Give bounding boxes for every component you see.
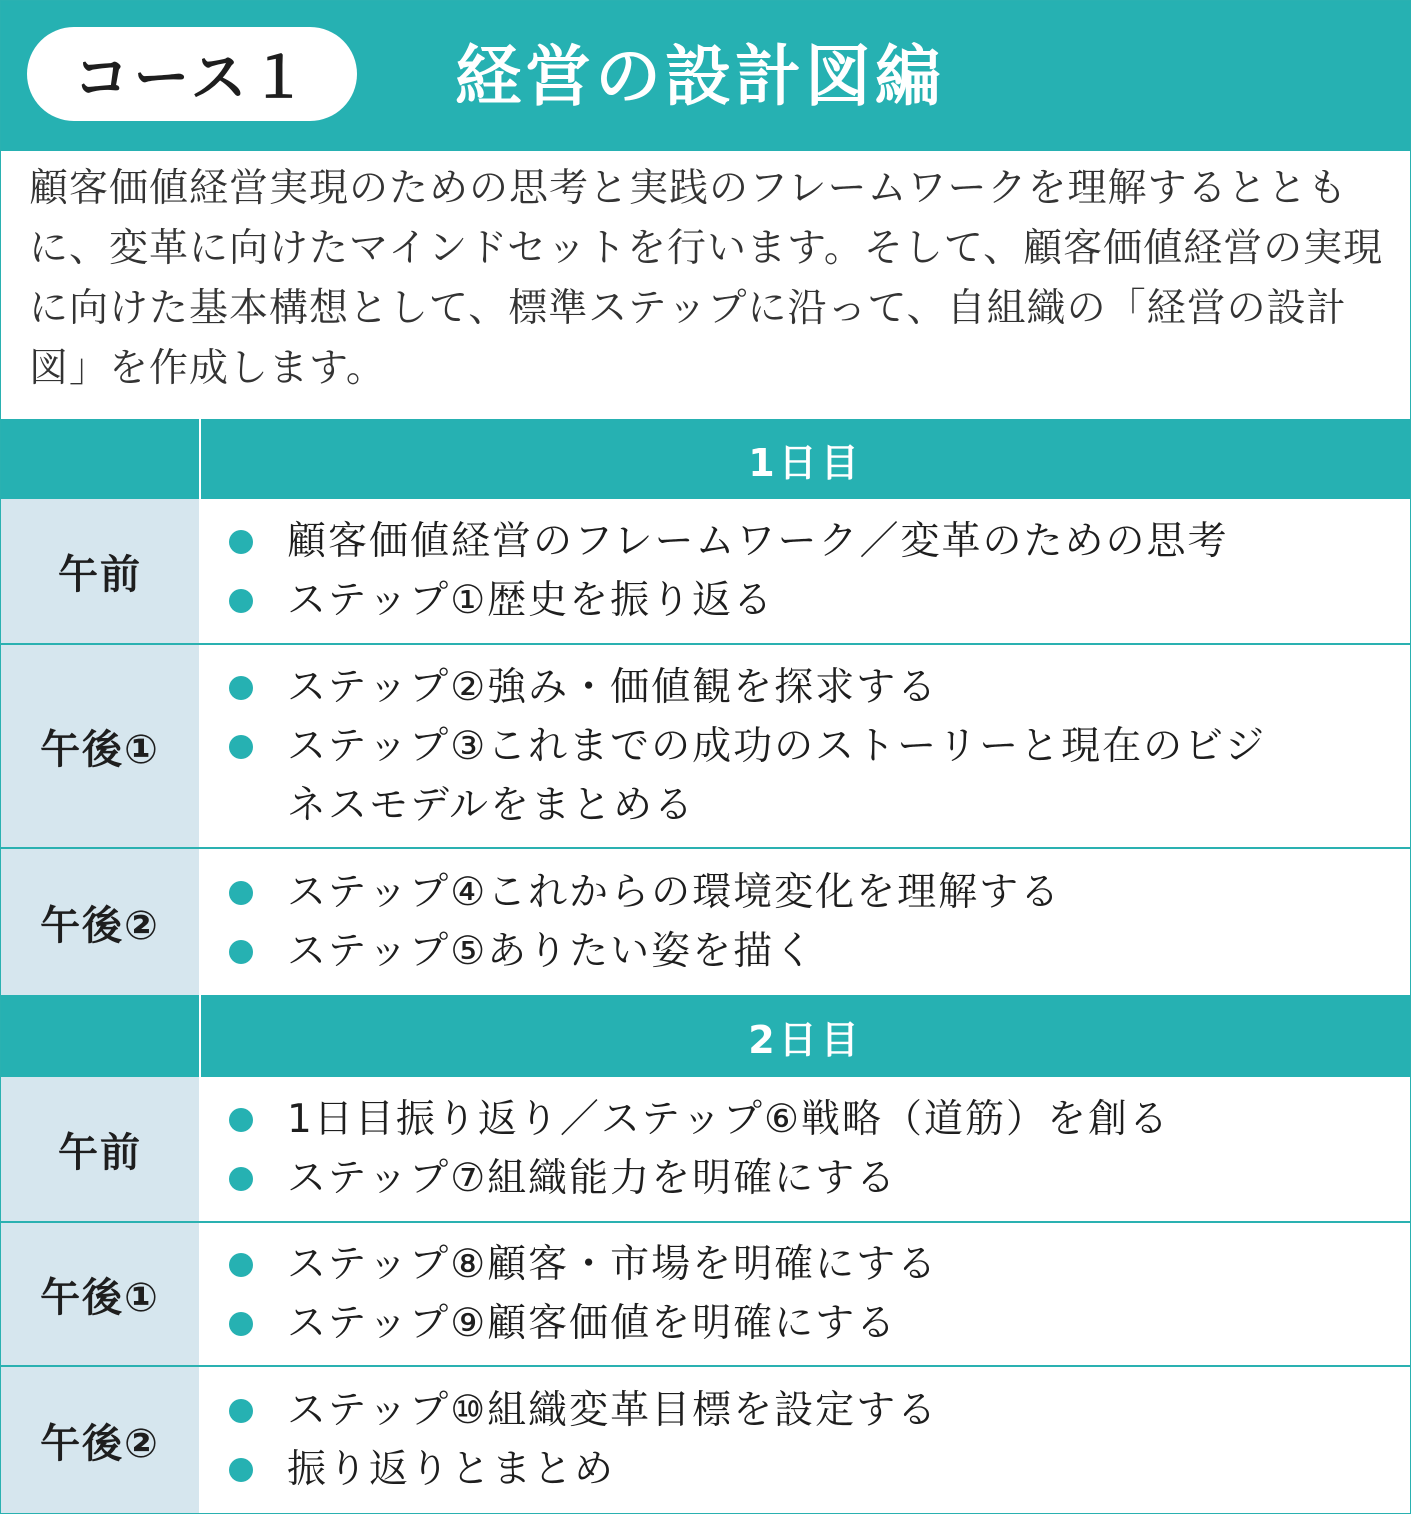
day-header-corner <box>1 995 199 1077</box>
session-row <box>1 847 1410 995</box>
day-label: 2日目 <box>201 995 1410 1077</box>
list-item-text: ステップ⑧顧客・市場を明確にする <box>287 1242 939 1287</box>
bullet-dot-icon <box>229 881 253 905</box>
day-header-corner <box>1 419 199 499</box>
list-item-text: 振り返りとまとめ <box>287 1447 616 1492</box>
list-item <box>229 1440 1410 1499</box>
list-item-text: ステップ②強み・価値観を探求する <box>287 664 939 710</box>
session-items <box>201 645 1410 847</box>
bullet-dot-icon <box>229 1167 253 1191</box>
list-item-text: ステップ⑩組織変革目標を設定する <box>287 1388 939 1433</box>
session-items <box>201 1077 1410 1221</box>
list-item <box>229 1381 1410 1440</box>
day-header-row <box>1 995 1410 1077</box>
list-item-text: ステップ①歴史を振り返る <box>287 578 775 623</box>
list-item <box>229 1294 1410 1353</box>
list-item <box>229 922 1410 981</box>
session-row <box>1 1365 1410 1514</box>
list-item <box>229 863 1410 922</box>
list-item <box>229 1235 1410 1294</box>
course-title: 経営の設計図編 <box>455 38 945 115</box>
list-item <box>229 1090 1410 1149</box>
session-label: 午後① <box>1 645 199 847</box>
bullet-dot-icon <box>229 589 253 613</box>
session-items <box>201 849 1410 995</box>
list-item <box>229 658 1290 717</box>
list-item-text: ステップ③これまでの成功のストーリーと現在のビジネスモデルをまとめる <box>287 723 1267 828</box>
bullet-dot-icon <box>229 940 253 964</box>
list-item-text: ステップ⑦組織能力を明確にする <box>287 1156 898 1201</box>
bullet-dot-icon <box>229 676 253 700</box>
bullet-dot-icon <box>229 1312 253 1336</box>
list-item <box>229 571 1410 630</box>
list-item-text: 1日目振り返り／ステップ⑥戦略（道筋）を創る <box>287 1097 1170 1142</box>
day-label: 1日目 <box>201 419 1410 499</box>
day-header-row <box>1 419 1410 499</box>
session-items <box>201 1367 1410 1513</box>
list-item <box>229 512 1410 571</box>
list-item-text: ステップ⑤ありたい姿を描く <box>287 929 816 974</box>
list-item-text: 顧客価値経営のフレームワーク／変革のための思考 <box>287 519 1229 564</box>
session-label: 午前 <box>1 499 199 643</box>
session-row <box>1 643 1410 847</box>
session-label: 午後② <box>1 1367 199 1513</box>
session-label: 午後① <box>1 1223 199 1365</box>
bullet-dot-icon <box>229 1108 253 1132</box>
session-row <box>1 1221 1410 1365</box>
list-item <box>229 1149 1410 1208</box>
bullet-dot-icon <box>229 735 253 759</box>
list-item-text: ステップ④これからの環境変化を理解する <box>287 870 1062 915</box>
session-items <box>201 499 1410 643</box>
bullet-dot-icon <box>229 1253 253 1277</box>
course-header <box>1 1 1410 151</box>
session-row <box>1 1077 1410 1221</box>
bullet-dot-icon <box>229 530 253 554</box>
session-label: 午前 <box>1 1077 199 1221</box>
bullet-dot-icon <box>229 1399 253 1423</box>
session-items <box>201 1223 1410 1365</box>
session-row <box>1 499 1410 643</box>
bullet-dot-icon <box>229 1458 253 1482</box>
course-description: 顧客価値経営実現のための思考と実践のフレームワークを理解するとともに、変革に向けたマインドセットを行います。そして、顧客価値経営の実現に向けた基本構想として、標準ステップに沿って、自組織の「経営の設計図」を作成します。 <box>29 166 1384 391</box>
list-item <box>229 717 1290 835</box>
list-item-text: ステップ⑨顧客価値を明確にする <box>287 1301 898 1346</box>
session-label: 午後② <box>1 849 199 995</box>
course-label-badge: コース１ <box>27 27 357 121</box>
